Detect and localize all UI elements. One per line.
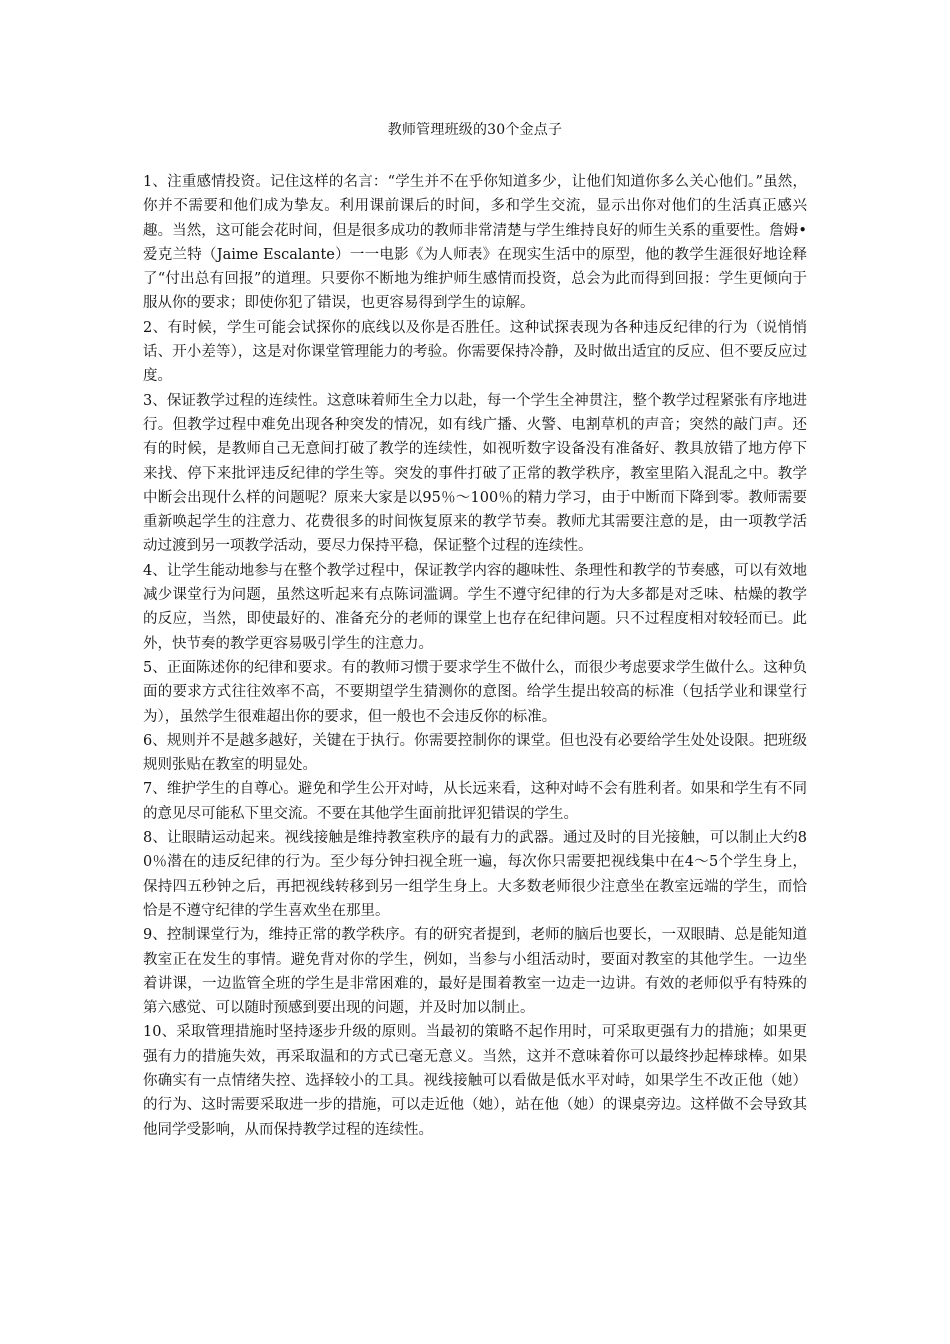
paragraph-10: 10、采取管理措施时坚持逐步升级的原则。当最初的策略不起作用时，可采取更强有力的措施；如果更强有力的措施失效，再采取温和的方式已毫无意义。当然，这并不意味着你可以最终抄起棒球棒。如果你确实有一点情绪失控、选择较小的工具。视线接触可以看做是低水平对峙，如果学生不改正他（她）的行为、这时需要采取进一步的措施，可以走近他（她），站在他（她）的课桌旁边。这样做不会导致其他同学受影响，从而保持教学过程的连续性。 — [143, 1024, 807, 1138]
paragraph-5: 5、正面陈述你的纪律和要求。有的教师习惯于要求学生不做什么，而很少考虑要求学生做什么。这种负面的要求方式往往效率不高，不要期望学生猜测你的意图。给学生提出较高的标准（包括学业和课堂行为），虽然学生很难超出你的要求，但一般也不会违反你的标准。 — [143, 659, 807, 725]
paragraph-8: 8、让眼睛运动起来。视线接触是维持教室秩序的最有力的武器。通过及时的目光接触，可以制止大约80％潜在的违反纪律的行为。至少每分钟扫视全班一遍，每次你只需要把视线集中在4～5个学生身上，保持四五秒钟之后，再把视线转移到另一组学生身上。大多数老师很少注意坐在教室远端的学生，而恰恰是不遵守纪律的学生喜欢坐在那里。 — [143, 830, 807, 919]
paragraph-2: 2、有时候，学生可能会试探你的底线以及你是否胜任。这种试探表现为各种违反纪律的行为（说悄悄话、开小差等），这是对你课堂管理能力的考验。你需要保持冷静，及时做出适宜的反应、但不要反应过度。 — [143, 319, 807, 385]
document-page — [143, 120, 807, 1142]
paragraph-9: 9、控制课堂行为，维持正常的教学秩序。有的研究者提到，老师的脑后也要长，一双眼睛、总是能知道教室正在发生的事情。避免背对你的学生，例如，当参与小组活动时，要面对教室的其他学生。一边坐着讲课，一边监管全班的学生是非常困难的，最好是围着教室一边走一边讲。有效的老师似乎有特殊的第六感觉、可以随时预感到要出现的问题，并及时加以制止。 — [143, 927, 807, 1017]
document-title: 教师管理班级的30个金点子 — [387, 122, 563, 138]
paragraph-3: 3、保证教学过程的连续性。这意味着师生全力以赴，每一个学生全神贯注，整个教学过程紧张有序地进行。但教学过程中难免出现各种突发的情况，如有线广播、火警、电割草机的声音；突然的敲门声。还有的时候，是教师自己无意间打破了教学的连续性，如视听数字设备没有准备好、教具放错了地方停下来找、停下来批评违反纪律的学生等。突发的事件打破了正常的教学秩序，教室里陷入混乱之中。教学中断会出现什么样的问题呢？原来大家是以95％～100％的精力学习，由于中断而下降到零。教师需要重新唤起学生的注意力、花费很多的时间恢复原来的教学节奏。教师尤其需要注意的是，由一项教学活动过渡到另一项教学活动，要尽力保持平稳，保证整个过程的连续性。 — [143, 392, 807, 555]
paragraph-4: 4、让学生能动地参与在整个教学过程中，保证教学内容的趣味性、条理性和教学的节奏感，可以有效地减少课堂行为问题，虽然这听起来有点陈词滥调。学生不遵守纪律的行为大多都是对乏味、枯燥的教学的反应，当然，即使最好的、准备充分的老师的课堂上也存在纪律问题。只不过程度相对较轻而已。此外，快节奏的教学更容易吸引学生的注意力。 — [143, 562, 807, 652]
paragraph-1: 1、注重感情投资。记住这样的名言：“学生并不在乎你知道多少，让他们知道你多么关心他们。”虽然，你并不需要和他们成为挚友。利用课前课后的时间，多和学生交流，显示出你对他们的生活真正感兴趣。当然，这可能会花时间，但是很多成功的教师非常清楚与学生维持良好的师生关系的重要性。詹姆•爱克兰特（Jaime Escalante）一一电影《为人师表》在现实生活中的原型，他的教学生涯很好地诠释了“付出总有回报”的道理。只要你不断地为维护师生感情而投资，总会为此而得到回报：学生更倾向于服从你的要求；即使你犯了错误，也更容易得到学生的谅解。 — [143, 174, 807, 312]
paragraph-7: 7、维护学生的自尊心。避免和学生公开对峙，从长远来看，这种对峙不会有胜利者。如果和学生有不同的意见尽可能私下里交流。不要在其他学生面前批评犯错误的学生。 — [143, 781, 807, 822]
paragraph-6: 6、规则并不是越多越好，关键在于执行。你需要控制你的课堂。但也没有必要给学生处处设限。把班级规则张贴在教室的明显处。 — [143, 732, 807, 774]
